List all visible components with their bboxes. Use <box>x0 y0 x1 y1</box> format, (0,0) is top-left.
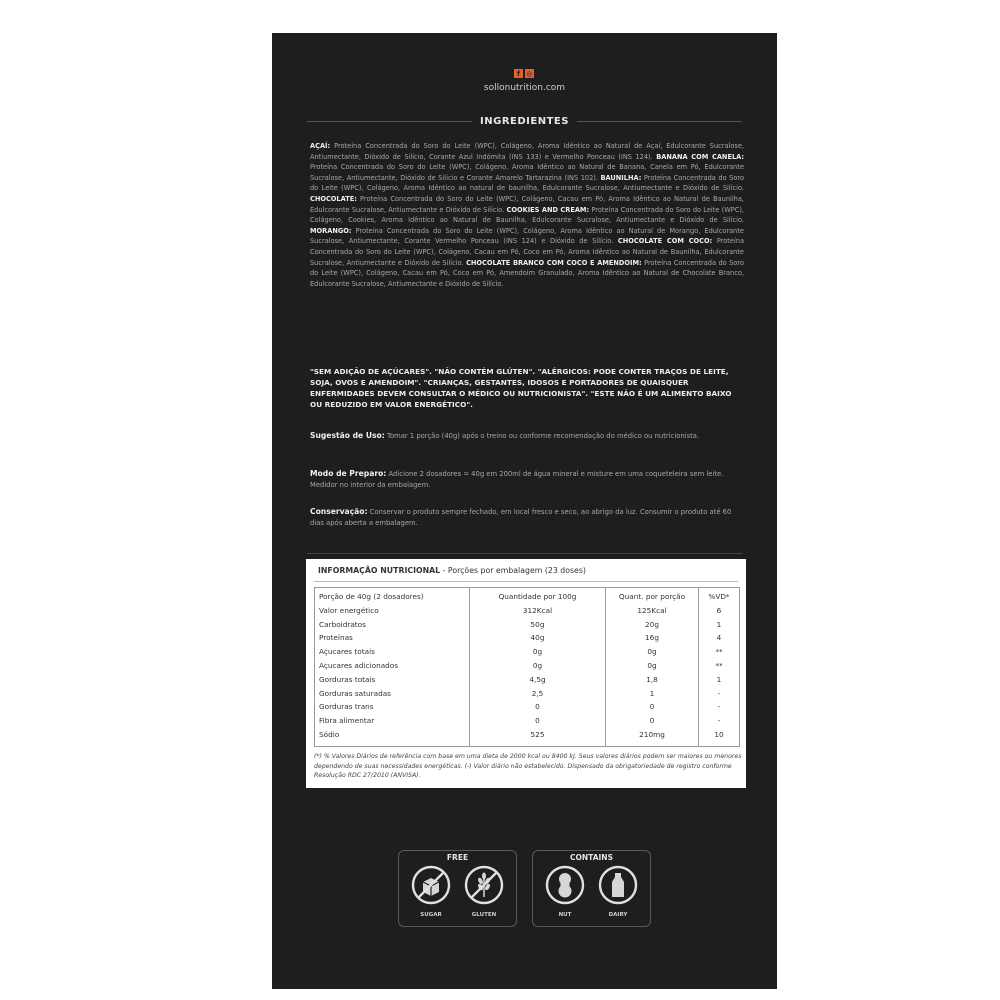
flavor-name: CHOCOLATE BRANCO COM COCO E AMENDOIM: <box>466 258 642 267</box>
table-cell: ** <box>715 647 723 657</box>
table-row-label: Gorduras trans <box>319 702 374 712</box>
milk-bottle-icon <box>598 865 638 905</box>
preparation-label: Modo de Preparo: <box>310 469 387 478</box>
contains-item-label: DAIRY <box>608 912 628 918</box>
flavor-name: CHOCOLATE COM COCO: <box>617 237 713 246</box>
nutrition-title <box>318 566 586 575</box>
table-cell: - <box>717 688 721 698</box>
table-cell: 1 <box>649 688 655 698</box>
website-url: sollonutrition.com <box>483 83 566 93</box>
contains-badge-title: CONTAINS <box>565 853 618 862</box>
header-per-100g: Quantidade por 100g <box>498 592 577 601</box>
storage-text: Conservar o produto sempre fechado, em local fresco e seco, ao abrigo da luz. Consumir o produto até 60 dias após aberta a embalagem. <box>310 508 732 527</box>
table-row-label: Sódio <box>319 729 340 739</box>
table-cell: 0 <box>649 702 655 712</box>
ingredients-text <box>310 141 744 289</box>
ingredients-heading-row <box>307 116 742 127</box>
table-cell: 1,8 <box>646 674 658 684</box>
free-badge-title-wrap <box>399 845 516 864</box>
social-icons <box>514 69 534 78</box>
table-cell: ** <box>715 660 723 670</box>
free-badge-title: FREE <box>442 853 473 862</box>
usage-text: Tomar 1 porção (40g) após o treino ou conforme recomendação do médico ou nutricionista. <box>384 432 700 440</box>
table-cell: 6 <box>716 605 722 615</box>
table-cell: 1 <box>716 674 722 684</box>
table-cell: 0 <box>535 716 540 726</box>
free-item-label: SUGAR <box>420 912 442 918</box>
nutrition-facts-box <box>306 559 746 788</box>
contains-item-label: NUT <box>558 912 572 918</box>
flavor-name: BANANA COM CANELA: <box>656 152 745 161</box>
free-badge <box>398 850 517 927</box>
usage-section <box>310 430 744 442</box>
contains-badge <box>532 850 651 927</box>
nutrition-table <box>314 587 740 747</box>
divider-right <box>577 121 742 122</box>
table-cell: 525 <box>530 729 545 739</box>
allergen-notice: "SEM ADIÇÃO DE AÇÚCARES". "NÃO CONTÉM GLÚTEN". "ALÉRGICOS: PODE CONTER TRAÇOS DE LEITE, SOJA, OVOS E AMENDOIM". "CRIANÇAS, GESTANTES, IDOSOS E PORTADORES DE QUAISQUER ENFERMIDADES DEVEM CONSULTAR O MÉDICO OU NUTRICIONISTA". "ESTE NÃO É UM ALIMENTO BAIXO OU REDUZIDO EM VALOR ENERGÉTICO". <box>310 367 732 409</box>
flavor-name: BAUNILHA: <box>600 173 642 182</box>
table-cell: 40g <box>530 633 545 643</box>
table-cell: 0g <box>532 647 543 657</box>
table-cell: 0 <box>649 716 655 726</box>
table-cell: 210mg <box>639 729 665 739</box>
preparation-text: Adicione 2 dosadores = 40g em 200ml de água mineral e misture em uma coqueteleira sem leite. Medidor no interior da embalagem. <box>310 470 724 489</box>
table-cell: 2,5 <box>531 688 544 698</box>
table-cell: 125Kcal <box>637 605 667 615</box>
facebook-icon[interactable]: f <box>514 69 523 78</box>
table-row-label: Valor energético <box>319 605 379 615</box>
flavor-name: CHOCOLATE: <box>310 194 357 203</box>
table-row-label: Açucares adicionados <box>319 660 399 670</box>
table-cell: 10 <box>714 729 724 739</box>
sugar-cube-icon <box>411 865 451 905</box>
nutrition-subtitle: - Porções por embalagem (23 doses) <box>440 566 586 575</box>
table-cell: 0g <box>532 660 543 670</box>
table-row-label: Gorduras totais <box>319 674 376 684</box>
contains-badge-title-wrap <box>533 845 650 864</box>
flavor-ingredients: Proteína Concentrada do Soro do Leite (WPC), Colágeno, Cacau em Pó, Coco em Pó, Amendoim Granulado, Aroma Idêntico ao Natural de Chocolate Branco, Edulcorante Sucralose, Antiumectante e Dióxido de Silício. <box>310 258 744 288</box>
table-cell: 4,5g <box>529 674 546 684</box>
nutrition-title-main: INFORMAÇÃO NUTRICIONAL <box>318 566 441 575</box>
table-cell: 0g <box>647 647 657 657</box>
flavor-ingredients: Proteína Concentrada do Soro do Leite (WPC), Colágeno, Aroma Idêntico ao natural de baunilha, Edulcorante Sucralose, Antiumectante e Dióxido de Silício. <box>310 173 744 193</box>
nutrition-title-divider <box>314 581 738 582</box>
per-100g-column <box>470 590 605 742</box>
table-row-label: Fibra alimentar <box>319 716 375 726</box>
table-cell: 16g <box>645 633 659 643</box>
table-cell: - <box>717 716 721 726</box>
table-row-label: Gorduras saturadas <box>319 688 391 698</box>
daily-value-column <box>699 590 739 742</box>
section-divider <box>307 553 742 554</box>
table-row-label: Proteínas <box>319 633 353 643</box>
table-cell: 20g <box>645 619 659 629</box>
nutrition-label-column <box>319 590 424 742</box>
table-cell: 312Kcal <box>522 605 553 615</box>
peanut-icon <box>545 865 585 905</box>
instagram-icon[interactable]: ◎ <box>526 69 533 78</box>
per-portion-column <box>606 590 698 742</box>
preparation-section <box>310 468 744 491</box>
table-cell: 0 <box>535 702 540 712</box>
flavor-ingredients: Proteína Concentrada do Soro do Leite (WPC), Colágeno, Cookies, Aroma Idêntico ao Natural de Baunilha, Edulcorante Sucralose, Antiumectante e Dióxido de Silício. <box>310 205 744 225</box>
wheat-icon <box>464 865 504 905</box>
table-cell: 0g <box>647 660 657 670</box>
header-portion: Porção de 40g (2 dosadores) <box>319 592 424 601</box>
flavor-ingredients: Proteína Concentrada do Soro do Leite (WPC), Colágeno, Aroma Idêntico ao Natural de Açaí, Edulcorante Sucralose, Antiumectante, Dióxido de Silício, Corante Azul Indómita (INS 133) e Vermelho Ponceau (INS 124). <box>310 142 744 161</box>
usage-label: Sugestão de Uso: <box>310 431 385 440</box>
product-label-panel <box>272 33 777 989</box>
storage-label: Conservação: <box>310 507 368 516</box>
divider-left <box>307 121 472 122</box>
flavor-ingredients: Proteína Concentrada do Soro do Leite (WPC), Colágeno, Aroma Idêntico ao Natural de Banana, Canela em Pó, Edulcorante Sucralose, Antiumectante, Dióxido de Silício e Corante Amarelo Tartarazina (INS 102). <box>310 163 744 182</box>
flavor-name: COOKIES AND CREAM: <box>506 205 590 214</box>
table-cell: 50g <box>530 619 545 629</box>
header-daily-value: %VD* <box>708 592 730 601</box>
flavor-ingredients: Proteína Concentrada do Soro do Leite (WPC), Colágeno, Cacau em Pó, Aroma Idêntico ao Natural de Baunilha, Edulcorante Sucralose, Antiumectante e Dióxido de Silício. <box>310 194 744 214</box>
flavor-ingredients: Proteína Concentrada do Soro do Leite (WPC), Colágeno, Aroma Idêntico ao Natural de Morango, Edulcorante Sucralose, Antiumectante, Corante Vermelho Ponceau (INS 124) e Dióxido de Silício. <box>310 226 744 246</box>
header-per-portion: Quant. por porção <box>618 592 686 601</box>
table-row-label: Açucares totais <box>319 647 375 657</box>
flavor-name: MORANGO: <box>310 226 352 235</box>
table-cell: 1 <box>716 619 722 629</box>
free-item-label: GLUTEN <box>471 912 497 918</box>
flavor-ingredients: Proteína Concentrada do Soro do Leite (WPC), Colágeno, Cacau em Pó, Coco em Pó, Aroma Idêntico ao Natural de Baunilha, Edulcorante Sucralose, Antiumectante e Dióxido de Silício. <box>310 237 745 267</box>
nutrition-footnote: (*) % Valores Diários de referência com base em uma dieta de 2000 kcal ou 8400 kJ. Seus valores diários podem ser maiores ou menores dependendo de suas necessidades energéticas. (-) Valor diário não estabelecido. Dispensado da obrigatoriedade de registro conforme Resolução RDC 27/2010 (ANVISA). <box>314 753 742 779</box>
table-cell: - <box>717 702 721 712</box>
storage-section <box>310 506 744 529</box>
table-row-label: Carboidratos <box>319 619 366 629</box>
ingredients-heading: INGREDIENTES <box>480 116 569 127</box>
flavor-name: AÇAÍ: <box>310 142 331 150</box>
table-cell: 4 <box>716 633 722 643</box>
